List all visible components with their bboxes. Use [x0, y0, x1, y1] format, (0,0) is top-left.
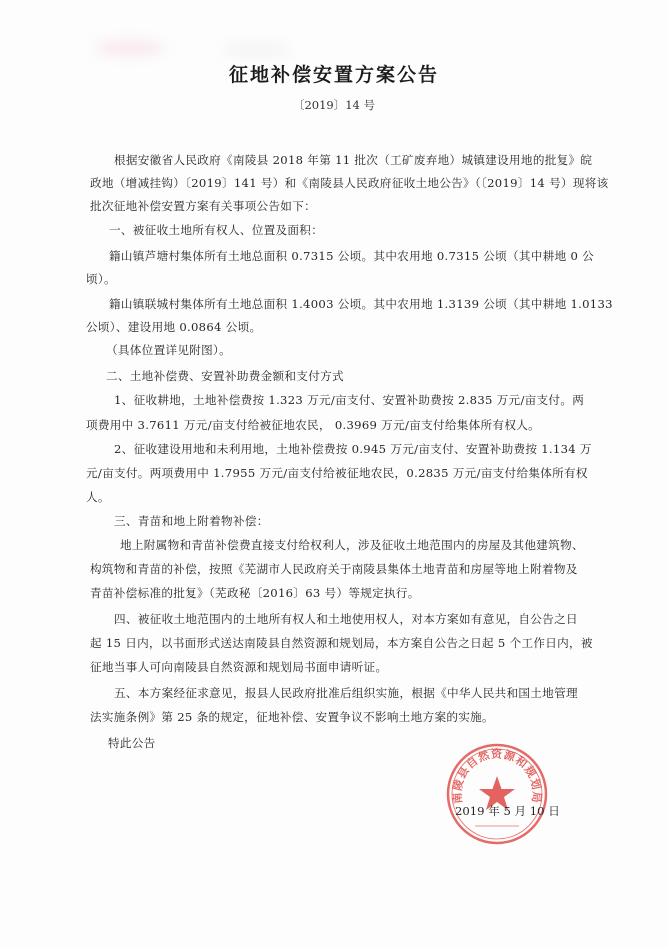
- body-line: 政地（增减挂钩）〔2019〕141 号）和《南陵县人民政府征收土地公告》（〔2019〕14 号）现将该: [90, 176, 609, 190]
- body-line: 公顷）、建设用地 0.0864 公顷。: [86, 320, 262, 334]
- body-line: 五、本方案经征求意见，报县人民政府批准后组织实施，根据《中华人民共和国土地管理: [114, 686, 578, 700]
- body-line: 籍山镇联城村集体所有土地总面积 1.4003 公顷。其中农用地 1.3139 公顷（其中耕地 1.0133: [109, 297, 613, 311]
- section-heading: 二、土地补偿费、安置补助费金额和支付方式: [106, 369, 344, 383]
- scan-smudge: [222, 42, 292, 58]
- body-line: 根据安徽省人民政府《南陵县 2018 年第 11 批次（工矿废弃地）城镇建设用地的批复》皖: [114, 153, 593, 167]
- official-seal: [445, 742, 549, 846]
- body-line: 籍山镇芦塘村集体所有土地总面积 0.7315 公顷。其中农用地 0.7315 公顷（其中耕地 0 公: [109, 249, 595, 263]
- body-line: 起 15 日内，以书面形式送达南陵县自然资源和规划局，本方案自公告之日起 5 个工作日内，被: [90, 636, 593, 650]
- body-line: （具体位置详见附图）。: [106, 343, 232, 357]
- scan-smudge: [95, 40, 165, 56]
- notice-title: 征地补偿安置方案公告: [228, 64, 439, 86]
- body-line: 2、征收建设用地和未利用地，土地补偿费按 0.945 万元/亩支付、安置补助费按 1.134 万: [114, 442, 592, 456]
- body-line: 法实施条例》第 25 条的规定，征地补偿、安置争议不影响土地方案的实施。: [90, 710, 494, 724]
- body-line: 顷）。: [86, 272, 116, 286]
- notice-date: 2019 年 5 月 10 日: [455, 804, 560, 818]
- document-number: 〔2019〕14 号: [292, 98, 376, 112]
- body-line: 构筑物和青苗的补偿，按照《芜湖市人民政府关于南陵县集体土地青苗和房屋等地上附着物及: [90, 562, 578, 576]
- body-line: 四、被征收土地范围内的土地所有权人和土地使用权人，对本方案如有意见，自公告之日: [114, 612, 578, 626]
- body-line: 1、征收耕地，土地补偿费按 1.323 万元/亩支付、安置补助费按 2.835 万元/亩支付。两: [114, 393, 585, 407]
- svg-text:南陵县自然资源和规划局: 南陵县自然资源和规划局: [450, 747, 544, 805]
- body-line: 青苗补偿标准的批复》（芜政秘〔2016〕63 号）等规定执行。: [90, 586, 420, 600]
- section-heading: 一、被征收土地所有权人、位置及面积：: [109, 223, 324, 237]
- body-line: 地上附属物和青苗补偿费直接支付给权利人，涉及征收土地范围内的房屋及其他建筑物、: [120, 538, 584, 552]
- closing-text: 特此公告: [108, 736, 156, 750]
- body-line: 人。: [86, 490, 110, 504]
- body-line: 项费用中 3.7611 万元/亩支付给被征地农民， 0.3969 万元/亩支付给集体所有权人。: [86, 418, 541, 432]
- body-line: 元/亩支付。两项费用中 1.7955 万元/亩支付给被征地农民，0.2835 万元/亩支付给集体所有权: [86, 466, 588, 480]
- body-line: 批次征地补偿安置方案有关事项公告如下：: [90, 199, 316, 213]
- body-line: 征地当事人可向南陵县自然资源和规划局书面申请听证。: [90, 660, 388, 674]
- section-heading: 三、青苗和地上附着物补偿：: [114, 514, 269, 528]
